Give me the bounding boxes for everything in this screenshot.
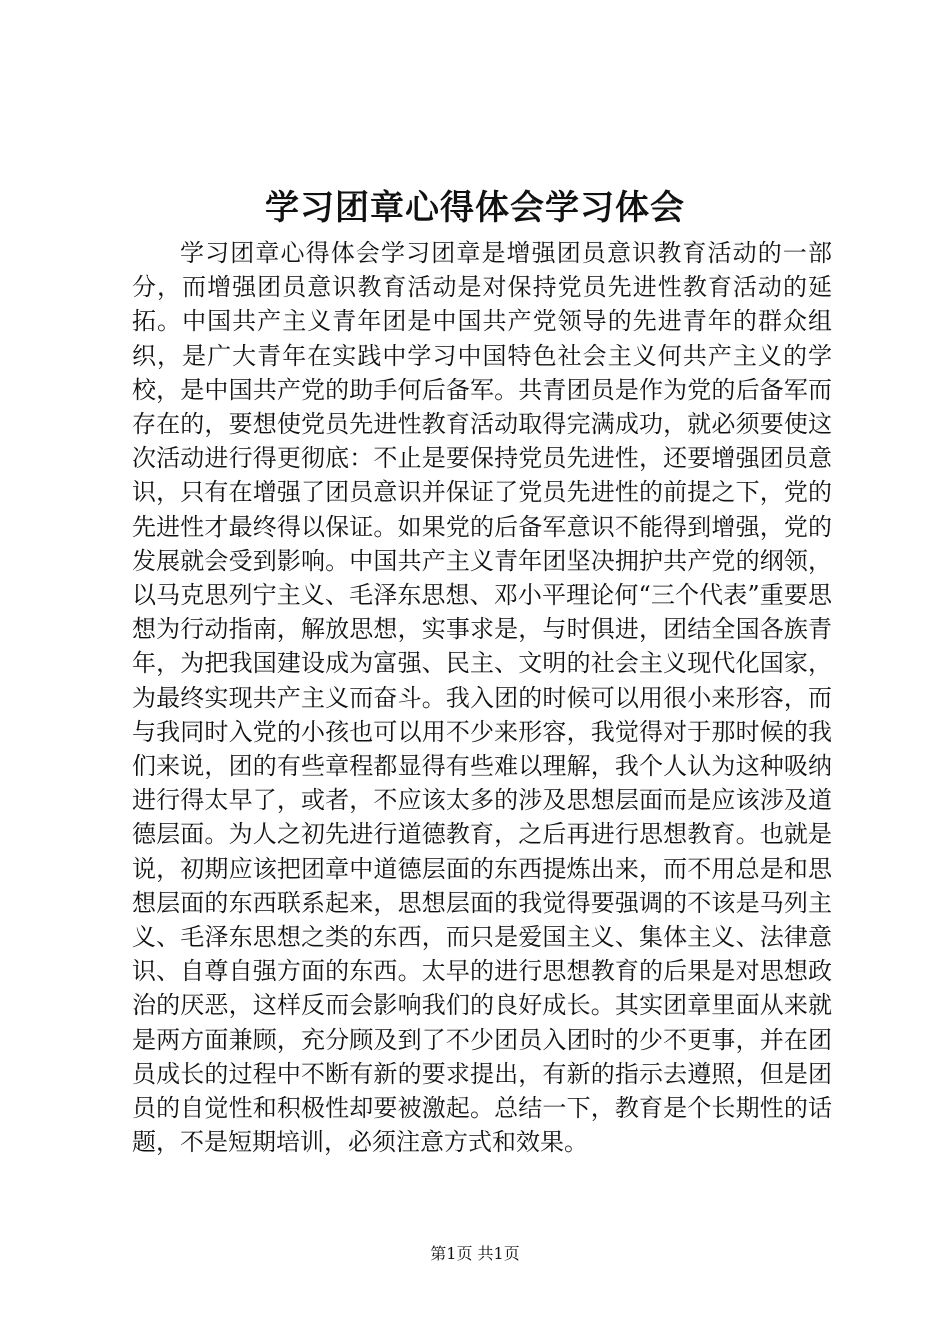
page-number-footer: 第1页 共1页 [430,1244,520,1263]
document-title: 学习团章心得体会学习体会 [265,188,685,228]
document-body-paragraph: 学习团章心得体会学习团章是增强团员意识教育活动的一部分，而增强团员意识教育活动是对保持党员先进性教育活动的延拓。中国共产主义青年团是中国共产党领导的先进青年的群众组织，是广大青年在实践中学习中国特色社会主义何共产主义的学校，是中国共产党的助手何后备军。共青团员是作为党的后备军而存在的，要想使党员先进性教育活动取得完满成功，就必须要使这次活动进行得更彻底：不止是要保持党员先进性，还要增强团员意识，只有在增强了团员意识并保证了党员先进性的前提之下，党的先进性才最终得以保证。如果党的后备军意识不能得到增强，党的发展就会受到影响。中国共产主义青年团坚决拥护共产党的纲领，以马克思列宁主义、毛泽东思想、邓小平理论何“三个代表”重要思想为行动指南，解放思想，实事求是，与时俱进，团结全国各族青年，为把我国建设成为富强、民主、文明的社会主义现代化国家，为最终实现共产主义而奋斗。我入团的时候可以用很小来形容，而与我同时入党的小孩也可以用不少来形容，我觉得对于那时候的我们来说，团的有些章程都显得有些难以理解，我个人认为这种吸纳进行得太早了，或者，不应该太多的涉及思想层面而是应该涉及道德层面。为人之初先进行道德教育，之后再进行思想教育。也就是说，初期应该把团章中道德层面的东西提炼出来，而不用总是和思想层面的东西联系起来，思想层面的我觉得要强调的不该是马列主义、毛泽东思想之类的东西，而只是爱国主义、集体主义、法律意识、自尊自强方面的东西。太早的进行思想教育的后果是对思想政治的厌恶，这样反而会影响我们的良好成长。其实团章里面从来就是两方面兼顾，充分顾及到了不少团员入团时的少不更事，并在团员成长的过程中不断有新的要求提出，有新的指示去遵照，但是团员的自觉性和积极性却要被激起。总结一下，教育是个长期性的话题，不是短期培训，必须注意方式和效果。 [132,239,832,1157]
